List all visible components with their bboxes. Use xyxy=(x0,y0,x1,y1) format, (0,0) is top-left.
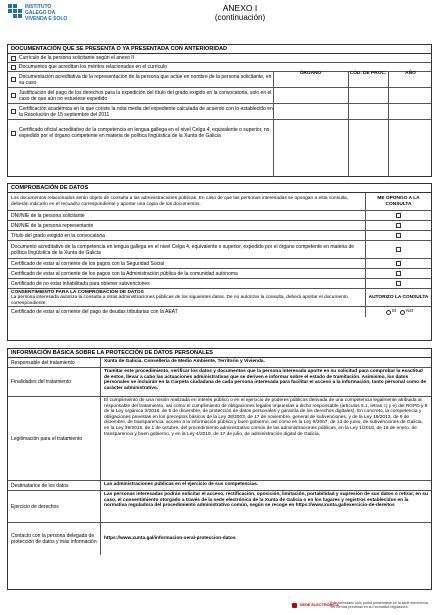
data-check-intro-row: Los documentos relacionados serán objeto de consulta a las administraciones públicas. En caso de que las personas interesadas se opongan a esta consulta, deberán indicarlo en el recuadro correspondiente y aportar una copia de los documentos. ME OPONGO A LA CONSULTA xyxy=(8,193,431,211)
oppose-checkbox[interactable] xyxy=(396,247,401,252)
consent-text: La persona interesada autoriza la consulta a otras administraciones públicas de los siguientes datos. De no autorizar la consulta, deberá aportar el documento correspondiente. xyxy=(11,295,348,306)
footer-tag: SEDE ELECTRÓNICA xyxy=(300,603,339,607)
check-row-social-security: Certificado de estar al corriente de los pagos con la Seguridad Social xyxy=(8,259,431,269)
doc-row-fee: Justificación del pago de los derechos para la expedición del título del grado exigido en la convocatoria, solo en el caso de que aún no estuviese expedido xyxy=(8,88,431,104)
col-authorize: AUTORIZO LA CONSULTA xyxy=(368,294,429,300)
oppose-checkbox[interactable] xyxy=(396,213,401,218)
page-title: ANEXO I xyxy=(222,3,258,13)
footer-note: Este formulario solo podrá presentarse en la sede electrónica. Ver formas previstas en su normativa reguladora xyxy=(330,601,429,610)
institute-logo: INSTITUTO GALEGO DA VIVENDA E SOLO xyxy=(8,4,67,22)
col-organo: ÓRGANO xyxy=(299,71,322,76)
e-office-icon xyxy=(292,603,297,608)
oppose-checkbox[interactable] xyxy=(396,223,401,228)
check-row-regional-admin: Certificado de estar al corriente de los pagos con la Administración pública de la comunidad autónoma xyxy=(8,269,431,279)
doc-row-cv: Currículo de la persona solicitante según el anexo II xyxy=(8,54,431,63)
check-row-degree: Título del grado exigido en la convocatoria xyxy=(8,231,431,241)
check-row-dni-representative: DNI/NIE de la persona representante xyxy=(8,221,431,231)
section-title: COMPROBACIÓN DE DATOS xyxy=(8,184,431,193)
protection-row-legitimation: Legitimación para el tratamiento El cumplimiento de una misión realizada en interés público o en el ejercicio de poderes públicos derivada de una competencia legalmente atribuida al responsable del tratamiento, así como el cumplimiento de obligaciones legales impuestas a dicho responsable (artículos 6.1, letras c) y e) del RGPD y 8 de la Ley orgánica 3/2018, de 5 de diciembre, de protección de datos personales y garantía de los derechos digitales). En concreto, la competencia y obligaciones previstas en los preceptos básicos de la Ley 38/2003, de 17 de noviembre, general de subvenciones, y de la Ley 19/2013, de 9 de diciembre, de transparencia, acceso a la información pública y buen gobierno, así como en la Ley 9/2007, de 13 de junio, de subvenciones de Galicia, en la Ley 39/2015, de 1 de octubre, del procedimiento administrativo común de las administraciones públicas, en la Ley 1/2016, de 18 de enero, de transparencia y buen gobierno, y en la Ley 4/2019, de 17 de julio, de administración digital de Galicia. xyxy=(8,397,431,481)
doc-checkbox[interactable] xyxy=(11,93,16,98)
protection-row-contact: Contacto con la persona delegada de protección de datos y más información https://www.xunta.gal/informacion-xeral-proteccion-datos xyxy=(8,523,431,555)
doc-checkbox[interactable] xyxy=(11,56,16,61)
page-footer xyxy=(0,598,439,615)
doc-row-merits: Documentos que acreditan los méritos relacionados en el currículo xyxy=(8,63,431,72)
consent-row xyxy=(8,289,431,307)
data-check-section xyxy=(7,183,432,341)
oppose-checkbox[interactable] xyxy=(396,233,401,238)
section-title: INFORMACIÓN BÁSICA SOBRE LA PROTECCIÓN DE DATOS PERSONALES xyxy=(8,349,431,358)
doc-row-celga: Certificado oficial acreditativo de la competencia en lengua gallega en el nivel Celga 4, equivalente o superior, no expedido por el órgano competente en materia de política lingüística de la Xunta de Galicia xyxy=(8,120,431,146)
data-protection-section xyxy=(7,348,432,590)
doc-checkbox[interactable] xyxy=(11,109,16,114)
doc-row-academic: Certificación académica en la que conste la nota media del expediente calculada de acuerdo con lo establecido en la Resolución de 15 septiembre del 2011 xyxy=(8,104,431,120)
protection-row-purposes: Finalidades del tratamiento Tramitar este procedimiento, verificar los datos y documentos que la persona interesada aporte en su solicitud para comprobar la exactitud de estos, llevar a cabo las actuaciones administrativas que se deriven e informar sobre el estado de tramitación. Asimismo, los datos personales se incluirán en la Carpeta ciudadana de cada persona interesada para facilitar el acceso a la información, tanto personal como de carácter administrativo. xyxy=(8,368,431,397)
protection-row-rights: Ejercicio de derechos Las personas interesadas podrán solicitar el acceso, rectificación, oposición, limitación, portabilidad y supresión de sus datos o retirar, en su caso, el consentimiento otorgado a través de la sede electrónica de la Xunta de Galicia o en los lugares y registros establecidos en la normativa reguladora del procedimiento administrativo común, según se recoge en https://www.xunta.gal/exercicio-de-dereitos xyxy=(8,491,431,523)
col-cod-proc: CÓD. DE PROC. xyxy=(349,71,387,76)
doc-checkbox[interactable] xyxy=(11,131,16,136)
check-row-dni-applicant: DNI/NIE de la persona solicitante xyxy=(8,211,431,221)
authorize-no-radio[interactable] xyxy=(400,310,405,315)
authorize-yes-radio[interactable] xyxy=(386,310,391,315)
protection-row-recipients: Destinatarios de los datos Las administraciones públicas en el ejercicio de sus competencias. xyxy=(8,481,431,491)
documentation-section xyxy=(7,44,432,177)
oppose-checkbox[interactable] xyxy=(396,261,401,266)
doc-checkbox[interactable] xyxy=(11,77,16,82)
col-oppose: ME OPONGO A LA CONSULTA xyxy=(377,195,420,207)
col-ano: AÑO xyxy=(405,71,416,76)
protection-row-controller: Responsable del tratamiento Xunta de Galicia. Consellería de Medio Ambiente, Territorio y Vivienda. xyxy=(8,358,431,368)
check-row-subsidies: Certificado de no estar inhabilitada para obtener subvenciones xyxy=(8,279,431,289)
oppose-checkbox[interactable] xyxy=(396,271,401,276)
section-title: DOCUMENTACIÓN QUE SE PRESENTA O YA PRESENTADA CON ANTERIORIDAD xyxy=(8,45,431,54)
check-row-celga: Documento acreditativo de la competencia en lengua gallega en el nivel Celga 4, equivalente o superior, expedido por el órgano competente en materia de política lingüística de la Xunta de Galicia xyxy=(8,241,431,259)
check-row-aeat: Certificado de estar al corriente del pago de deudas tributarias con la AEAT SÍ NO xyxy=(8,307,431,317)
consent-title: CONSENTIMIENTO PARA LA COMPROBACIÓN DE DATOS xyxy=(11,290,144,295)
logo-mark-icon xyxy=(8,4,22,22)
page-subtitle: (continuación) xyxy=(214,13,266,22)
page-header xyxy=(0,0,439,40)
doc-row-representation: Documentación acreditativa de la representación de la persona que actúe en nombre de la persona solicitante, en su caso xyxy=(8,72,431,88)
doc-checkbox[interactable] xyxy=(11,65,16,70)
oppose-checkbox[interactable] xyxy=(396,281,401,286)
